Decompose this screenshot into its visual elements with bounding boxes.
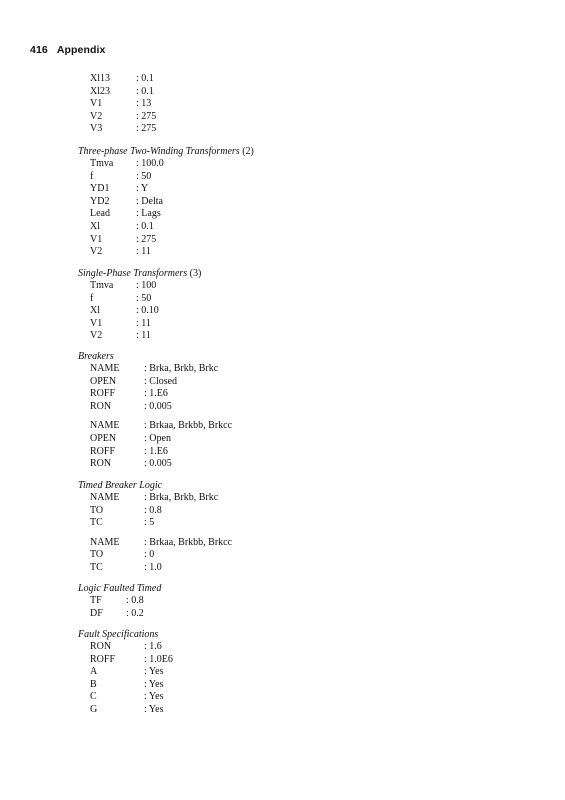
parameter-name: f	[90, 170, 94, 182]
section-title	[78, 351, 114, 362]
parameter-name: C	[90, 691, 97, 703]
parameter-value: : Yes	[144, 666, 164, 678]
parameter-name: G	[90, 704, 98, 715]
parameter-value: : 50	[136, 170, 152, 182]
parameter-name: Xl23	[90, 85, 110, 97]
parameter-value: : 13	[136, 98, 152, 110]
parameter-name: NAME	[90, 536, 120, 548]
parameter-value: : Open	[144, 433, 171, 444]
parameter-value: : Yes	[144, 691, 164, 703]
parameter-name: ROFF	[90, 445, 116, 457]
parameter-value: : 0.8	[144, 504, 162, 516]
parameter-value: : 0.1	[136, 73, 154, 84]
parameter-value: : 50	[136, 292, 152, 304]
section-title	[78, 480, 162, 491]
parameter-name: ROFF	[90, 653, 116, 665]
parameter-name: ROFF	[90, 388, 116, 400]
parameter-value: : Closed	[144, 375, 178, 387]
parameter-value: : Delta	[136, 195, 163, 207]
section-title	[78, 629, 158, 640]
parameter-value: : 1.E6	[144, 445, 168, 457]
parameter-name: Tmva	[90, 280, 114, 291]
parameter-value: : Yes	[144, 678, 164, 690]
parameter-value: : 11	[136, 246, 151, 258]
section-title	[78, 146, 254, 157]
parameter-name: Xl13	[90, 73, 110, 84]
parameter-name: V2	[90, 246, 103, 258]
section-title-text: Single-Phase Transformers	[78, 268, 188, 279]
parameter-value: : 100.0	[136, 158, 164, 169]
parameter-name: Lead	[90, 208, 110, 220]
section-title	[78, 268, 201, 279]
parameter-value: : 11	[136, 330, 151, 342]
parameter-name: A	[90, 666, 98, 678]
parameter-value: : 0.10	[136, 305, 159, 317]
section-title	[78, 583, 161, 594]
parameter-value: : Brka, Brkb, Brkc	[144, 363, 219, 374]
section-title-count: (2)	[239, 146, 254, 157]
parameter-value: : 0.005	[144, 400, 172, 412]
parameter-value: : 0.1	[136, 221, 154, 232]
parameter-value: : Yes	[144, 704, 164, 715]
parameter-name: B	[90, 678, 97, 690]
parameter-name: OPEN	[90, 433, 117, 444]
parameter-value: : 0	[144, 549, 155, 561]
parameter-value: : 0.8	[126, 595, 144, 606]
page-number: 416	[30, 44, 48, 56]
parameter-value: : Lags	[136, 208, 161, 220]
parameter-value: : 100	[136, 280, 157, 291]
parameter-value: : Y	[136, 183, 149, 195]
parameter-name: YD1	[90, 183, 110, 195]
parameter-value: : 275	[136, 233, 157, 245]
parameter-name: TC	[90, 517, 103, 529]
parameter-name: Xl	[90, 221, 100, 232]
parameter-name: Xl	[90, 305, 100, 317]
parameter-name: YD2	[90, 195, 110, 207]
section-title-count: (3)	[187, 268, 202, 279]
parameter-name: V3	[90, 123, 103, 135]
parameter-value: : 1.6	[144, 641, 162, 652]
parameter-name: V1	[90, 233, 103, 245]
parameter-name: Tmva	[90, 158, 114, 169]
section-title-text: Breakers	[78, 351, 114, 362]
parameter-value: : 5	[144, 517, 155, 529]
parameter-name: TO	[90, 504, 104, 516]
parameter-name: NAME	[90, 363, 120, 374]
parameter-name: V2	[90, 330, 103, 342]
parameter-name: V2	[90, 110, 103, 122]
parameter-value: : Brkaa, Brkbb, Brkcc	[144, 420, 233, 432]
parameter-name: TO	[90, 549, 104, 561]
parameter-value: : 11	[136, 317, 151, 329]
parameter-value: : 0.1	[136, 85, 154, 97]
parameter-name: NAME	[90, 492, 120, 503]
parameter-value: : Brkaa, Brkbb, Brkcc	[144, 536, 233, 548]
parameter-name: V1	[90, 98, 103, 110]
parameter-name: TF	[90, 595, 102, 606]
running-head: Appendix	[56, 44, 106, 56]
parameter-name: V1	[90, 317, 103, 329]
parameter-value: : 275	[136, 123, 157, 135]
parameter-name: OPEN	[90, 375, 117, 387]
parameter-name: DF	[90, 607, 103, 619]
parameter-name: RON	[90, 458, 112, 470]
parameter-value: : 1.0	[144, 562, 162, 573]
parameter-name: NAME	[90, 420, 120, 432]
section-title-text: Logic Faulted Timed	[78, 583, 162, 594]
parameter-name: TC	[90, 562, 103, 573]
parameter-value: : 0.2	[126, 607, 144, 619]
parameter-name: RON	[90, 641, 112, 652]
parameter-value: : 1.E6	[144, 388, 168, 400]
parameter-value: : 0.005	[144, 458, 172, 470]
section-title-text: Three-phase Two-Winding Transformers	[78, 146, 240, 157]
parameter-name: f	[90, 292, 94, 304]
section-title-text: Timed Breaker Logic	[78, 480, 163, 491]
parameter-value: : 1.0E6	[144, 653, 173, 665]
parameter-value: : Brka, Brkb, Brkc	[144, 492, 219, 503]
parameter-name: RON	[90, 400, 112, 412]
section-title-text: Fault Specifications	[78, 629, 159, 640]
parameter-value: : 275	[136, 110, 157, 122]
